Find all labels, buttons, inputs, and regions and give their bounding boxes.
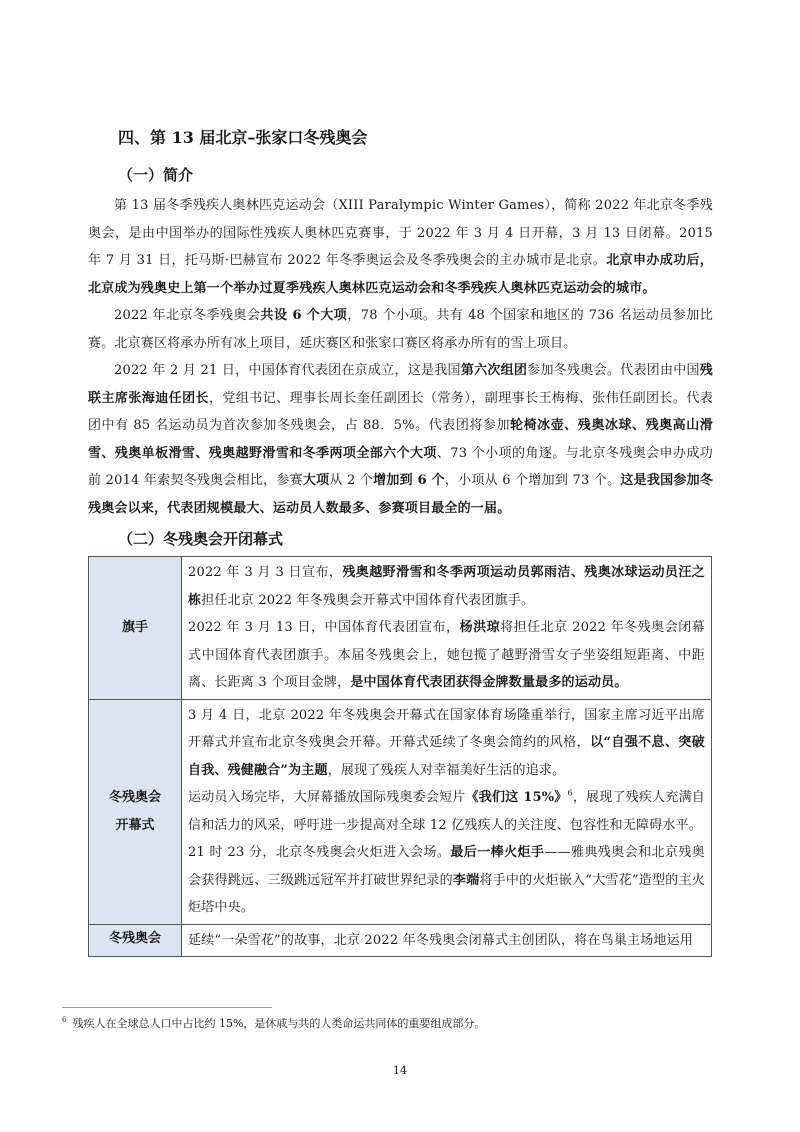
footnote-text: 残疾人在全球总人口中占比约 15%，是休戚与共的人类命运共同体的重要组成部分。 (72, 1017, 486, 1030)
flag-bearer-opening: 2022 年 3 月 3 日宣布，残奥越野滑雪和冬季两项运动员郭雨洁、残奥冰球运动员汪之栋担任北京 2022 年冬残奥会开幕式中国体育代表团旗手。 (188, 565, 705, 608)
opening-ceremony-paragraph-1: 3 月 4 日，北京 2022 年冬残奥会开幕式在国家体育场隆重举行，国家主席习近平出席开幕式并宣布北京冬残奥会开幕。开幕式延续了冬奥会简约的风格，以“自强不息、突破自我、残健融合”为主题，展现了残疾人对幸福美好生活的追求。 (188, 707, 705, 778)
footnote-divider (62, 1007, 272, 1008)
intro-paragraph-3: 2022 年 2 月 21 日，中国体育代表团在京成立，这是我国第六次组团参加冬残奥会。代表团由中国残联主席张海迪任团长，党组书记、理事长周长奎任副团长（常务），副理事长王梅梅、张伟任副团长。代表团中有 85 名运动员为首次参加冬残奥会，占 88．5%。代表团将参加轮椅冰壶、残奥冰球、残奥高山滑雪、残奥单板滑雪、残奥越野滑雪和冬季两项全部六个大项、73 个小项的角逐。与北京冬残奥会申办成功前 2014 年索契冬残奥会相比，参赛大项从 2 个增加到 6 个，小项从 6 个增加到 73 个。这是我国参加冬残奥会以来，代表团规模最大、运动员人数最多、参赛项目最全的一届。 (88, 363, 714, 516)
label-closing-ceremony: 冬残奥会 (89, 924, 182, 957)
footnote-number: 6 (62, 1016, 67, 1025)
content-flag-bearers (182, 557, 712, 700)
flag-bearer-closing: 2022 年 3 月 13 日，中国体育代表团宣布，杨洪琼将担任北京 2022 年冬残奥会闭幕式中国体育代表团旗手。本届冬残奥会上，她包揽了越野滑雪女子坐姿组短距离、中距离、长距离 3 个项目金牌，是中国体育代表团获得金牌数量最多的运动员。 (188, 620, 705, 690)
subsection-title-ceremonies: （二）冬残奥会开闭幕式 (118, 530, 284, 548)
label-flag-bearers: 旗手 (89, 557, 182, 700)
page-content (88, 124, 713, 957)
opening-ceremony-paragraph-3: 21 时 23 分，北京冬残奥会火炬进入会场。最后一棒火炬手——雅典残奥会和北京残奥会获得跳远、三级跳远冠军并打破世界纪录的李端将手中的火炬嵌入“大雪花”造型的主火炬塔中央。 (188, 845, 705, 915)
table-row-closing-ceremony (89, 924, 712, 957)
intro-paragraph-2: 2022 年北京冬季残奥会共设 6 个大项，78 个小项。共有 48 个国家和地区的 736 名运动员参加比赛。北京赛区将承办所有冰上项目，延庆赛区和张家口赛区将承办所有的雪上项目。 (88, 308, 713, 351)
table-row-flag-bearers (89, 557, 712, 700)
content-closing-ceremony (182, 924, 712, 957)
ceremonies-table (88, 556, 712, 957)
table-row-opening-ceremony (89, 699, 712, 924)
subsection-title-intro: （一）简介 (118, 166, 194, 184)
closing-ceremony-paragraph-1: 延续“一朵雪花”的故事，北京 2022 年冬残奥会闭幕式主创团队，将在鸟巢主场地运用 (188, 932, 694, 948)
footnote-ref[interactable]: 6 (567, 788, 573, 798)
footnote (62, 1015, 712, 1033)
opening-ceremony-paragraph-2: 运动员入场完毕，大屏幕播放国际残奥委会短片《我们这 15%》$^6$，展现了残疾人充满自信和活力的风采，呼吁进一步提高对全球 12 亿残疾人的关注度、包容性和无障碍水平。 (188, 788, 705, 833)
section-title: 四、第 13 届北京–张家口冬残奥会 (118, 128, 368, 147)
content-opening-ceremony (182, 699, 712, 924)
label-opening-ceremony: 冬残奥会 开幕式 (89, 699, 182, 924)
intro-paragraph-1: 第 13 届冬季残疾人奥林匹克运动会（XIII Paralympic Winter Games），简称 2022 年北京冬季残奥会，是由中国举办的国际性残疾人奥林匹克赛事，于 2022 年 3 月 4 日开幕，3 月 13 日闭幕。2015 年 7 月 31 日，托马斯·巴赫宣布 2022 年冬季奥运会及冬季残奥会的主办城市是北京。北京申办成功后，北京成为残奥史上第一个举办过夏季残疾人奥林匹克运动会和冬季残疾人奥林匹克运动会的城市。 (88, 198, 713, 296)
page-number: 14 (393, 1064, 407, 1077)
